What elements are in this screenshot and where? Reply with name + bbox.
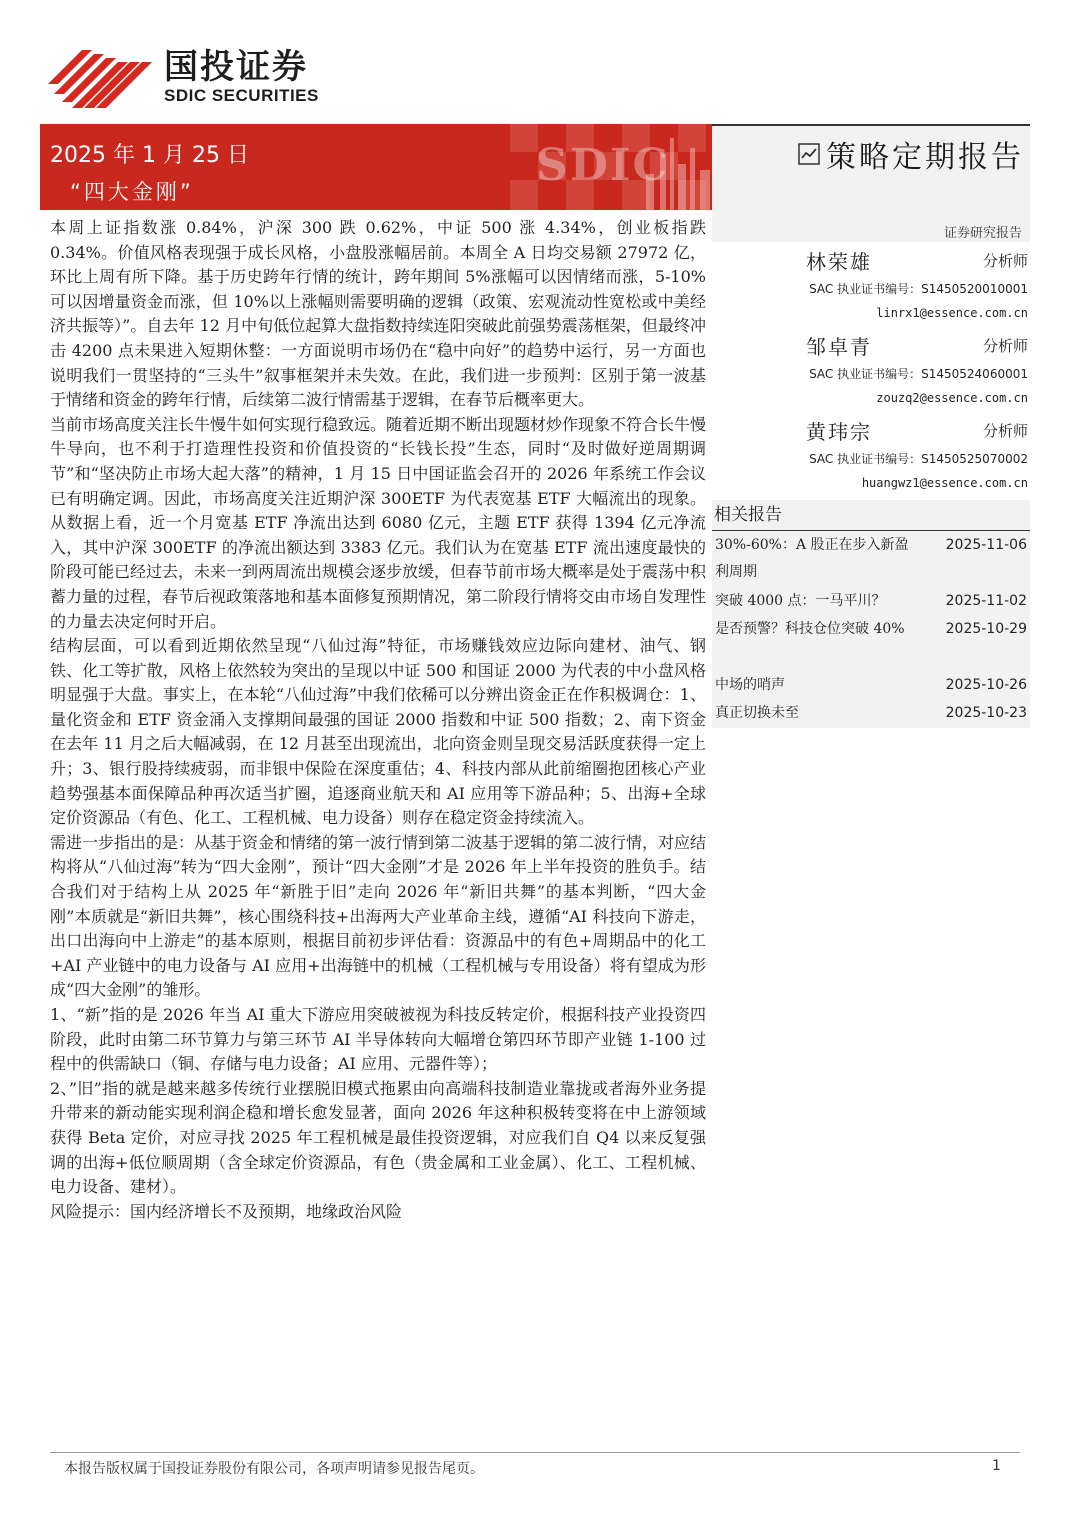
analyst-sac: SAC 执业证书编号：S1450520010001	[809, 282, 1028, 296]
analyst-sac: SAC 执业证书编号：S1450524060001	[809, 367, 1028, 381]
page-number: 1	[992, 1458, 1001, 1474]
analyst-email[interactable]: linrx1@essence.com.cn	[876, 306, 1028, 320]
body-paragraph: 结构层面，可以看到近期依然呈现“八仙过海”特征，市场赚钱效应边际向建材、油气、钢铁、化工等扩散，风格上依然较为突出的呈现以中证 500 和国证 2000 为代表的中小盘风格明显强于大盘。事实上，在本轮“八仙过海”中我们依稀可以分辨出资金正在作积极调仓：1、量化资金和 ETF 资金涌入支撑期间最强的国证 2000 指数和中证 500 指数；2、南下资金在去年 11 月之后大幅减弱，在 12 月甚至出现流出，北向资金则呈现交易活跃度获得一定上升；3、银行股持续疲弱，而非银中保险在深度重估；4、科技内部从此前缩圈抱团核心产业趋势强基本面保障品种再次适当扩圈，追逐商业航天和 AI 应用等下游品种；5、出海+全球定价资源品（有色、化工、工程机械、电力设备）则存在稳定资金持续流入。	[50, 636, 706, 828]
report-type-box	[712, 124, 1030, 242]
sidebar	[712, 124, 1030, 497]
report-date: 2025 年 1 月 25 日	[50, 143, 249, 168]
related-report-title: 是否预警？科技仓位突破 40%	[715, 621, 905, 637]
body-paragraph: 当前市场高度关注长牛慢牛如何实现行稳致远。随着近期不断出现题材炒作现象不符合长牛慢牛导向，也不利于打造理性投资和价值投资的“长钱长投”生态，同时“及时做好逆周期调节”和“坚决防止市场大起大落”的精神，1 月 15 日中国证监会召开的 2026 年系统工作会议已有明确定调。因此，市场高度关注近期沪深 300ETF 为代表宽基 ETF 大幅流出的现象。从数据上看，近一个月宽基 ETF 净流出达到 6080 亿元，主题 ETF 获得 1394 亿元净流入，其中沪深 300ETF 的净流出额达到 3383 亿元。我们认为在宽基 ETF 流出速度最快的阶段可能已经过去，未来一到两周流出规模会逐步放缓，但春节前市场大概率是处于震荡中积蓄力量的过程，春节后视政策落地和基本面修复预期情况，第二阶段行情将交由市场自发理性的力量去决定何时开启。	[50, 414, 707, 631]
chart-icon	[798, 143, 820, 165]
footer-divider	[50, 1452, 1020, 1453]
report-topic: “四大金刚”	[70, 180, 194, 204]
report-body	[50, 216, 706, 1224]
brand-logo	[48, 44, 319, 108]
title-banner	[40, 124, 712, 210]
analyst-card	[712, 327, 1030, 412]
related-reports	[712, 500, 1030, 728]
related-report-title: 中场的哨声	[715, 677, 785, 693]
analyst-role: 分析师	[982, 337, 1028, 355]
analyst-email[interactable]: huangwz1@essence.com.cn	[861, 476, 1028, 490]
related-report-title: 30%-60%：A 股正在步入新盈利周期	[715, 537, 909, 580]
related-report-item[interactable]	[715, 588, 1027, 615]
sdic-logo-icon	[48, 44, 156, 108]
risk-warning: 风险提示：国内经济增长不及预期，地缘政治风险	[50, 1201, 403, 1221]
analyst-role: 分析师	[982, 422, 1028, 440]
related-report-title: 突破 4000 点：一马平川？	[715, 593, 886, 609]
report-type-label: 策略定期报告	[826, 140, 1024, 175]
analyst-name: 邹卓青	[806, 335, 872, 359]
body-paragraph: 需进一步指出的是：从基于资金和情绪的第一波行情到第二波基于逻辑的第二波行情，对应结构将从“八仙过海”转为“四大金刚”，预计“四大金刚”才是 2026 年上半年投资的胜负手。结合我们对于结构上从 2025 年“新胜于旧”走向 2026 年“新旧共舞”的基本判断，“四大金刚”本质就是“新旧共舞”，核心围绕科技+出海两大产业革命主线，遵循“AI 科技向下游走，出口出海向中上游走”的基本原则，根据目前初步评估看：资源品中的有色+周期品中的化工+AI 产业链中的电力设备与 AI 应用+出海链中的机械（工程机械与专用设备）将有望成为形成“四大金刚”的雏形。	[50, 832, 707, 1000]
related-reports-title: 相关报告	[712, 500, 1030, 531]
related-report-item[interactable]	[715, 700, 1027, 727]
report-subtype: 证券研究报告	[943, 226, 1022, 241]
related-report-date: 2025-10-26	[945, 677, 1027, 693]
related-report-date: 2025-10-29	[945, 621, 1027, 637]
analyst-name: 黄玮宗	[806, 420, 872, 444]
related-report-title: 真正切换未至	[715, 705, 799, 721]
analyst-role: 分析师	[982, 252, 1028, 270]
body-paragraph: 本周上证指数涨 0.84%，沪深 300 跌 0.62%，中证 500 涨 4.34%，创业板指跌 0.34%。价值风格表现强于成长风格，小盘股涨幅居前。本周全 A 日均交易额 27972 亿，环比上周有所下降。基于历史跨年行情的统计，跨年期间 5%涨幅可以因情绪而涨，5-10%可以因增量资金而涨，但 10%以上涨幅则需要明确的逻辑（政策、宏观流动性宽松或中美经济共振等）”。自去年 12 月中旬低位起算大盘指数持续连阳突破此前强势震荡框架，但最终冲击 4200 点未果进入短期休整：一方面说明市场仍在“稳中向好”的趋势中运行，另一方面也说明我们一贯坚持的“三头牛”叙事框架并未失效。在此，我们进一步预判：区别于第一波基于情绪和资金的跨年行情，后续第二波行情需基于逻辑，在春节后概率更大。	[50, 218, 706, 410]
body-paragraph: 1、“新”指的是 2026 年当 AI 重大下游应用突破被视为科技反转定价，根据科技产业投资四阶段，此时由第二环节算力与第三环节 AI 半导体转向大幅增仓第四环节即产业链 1-100 过程中的供需缺口（铜、存储与电力设备；AI 应用、元器件等）；	[50, 1005, 706, 1074]
related-report-date: 2025-10-23	[945, 705, 1027, 721]
related-report-date: 2025-11-02	[945, 593, 1027, 609]
related-report-item[interactable]	[715, 532, 1027, 586]
analyst-card	[712, 242, 1030, 327]
brand-name-cn: 国投证券	[164, 47, 308, 87]
report-type	[798, 132, 1024, 176]
footer-disclaimer: 本报告版权属于国投证券股份有限公司，各项声明请参见报告尾页。	[64, 1461, 484, 1477]
analyst-email[interactable]: zouzq2@essence.com.cn	[876, 391, 1028, 405]
related-report-item[interactable]	[715, 616, 1027, 643]
analyst-name: 林荣雄	[806, 250, 872, 274]
related-report-date: 2025-11-06	[945, 537, 1027, 553]
analyst-card	[712, 412, 1030, 497]
body-paragraph: 2、”旧”指的就是越来越多传统行业摆脱旧模式拖累由向高端科技制造业靠拢或者海外业务提升带来的新动能实现利润企稳和增长愈发显著，面向 2026 年这种积极转变将在中上游领域获得 Beta 定价，对应寻找 2025 年工程机械是最佳投资逻辑，对应我们自 Q4 以来反复强调的出海+低位顺周期（含全球定价资源品，有色（贵金属和工业金属）、化工、工程机械、电力设备、建材）。	[50, 1078, 706, 1197]
banner-watermark: SDIC	[536, 140, 670, 191]
related-report-item[interactable]	[715, 672, 1027, 699]
brand-name-en: SDIC SECURITIES	[164, 86, 319, 105]
analyst-sac: SAC 执业证书编号：S1450525070002	[809, 452, 1028, 466]
